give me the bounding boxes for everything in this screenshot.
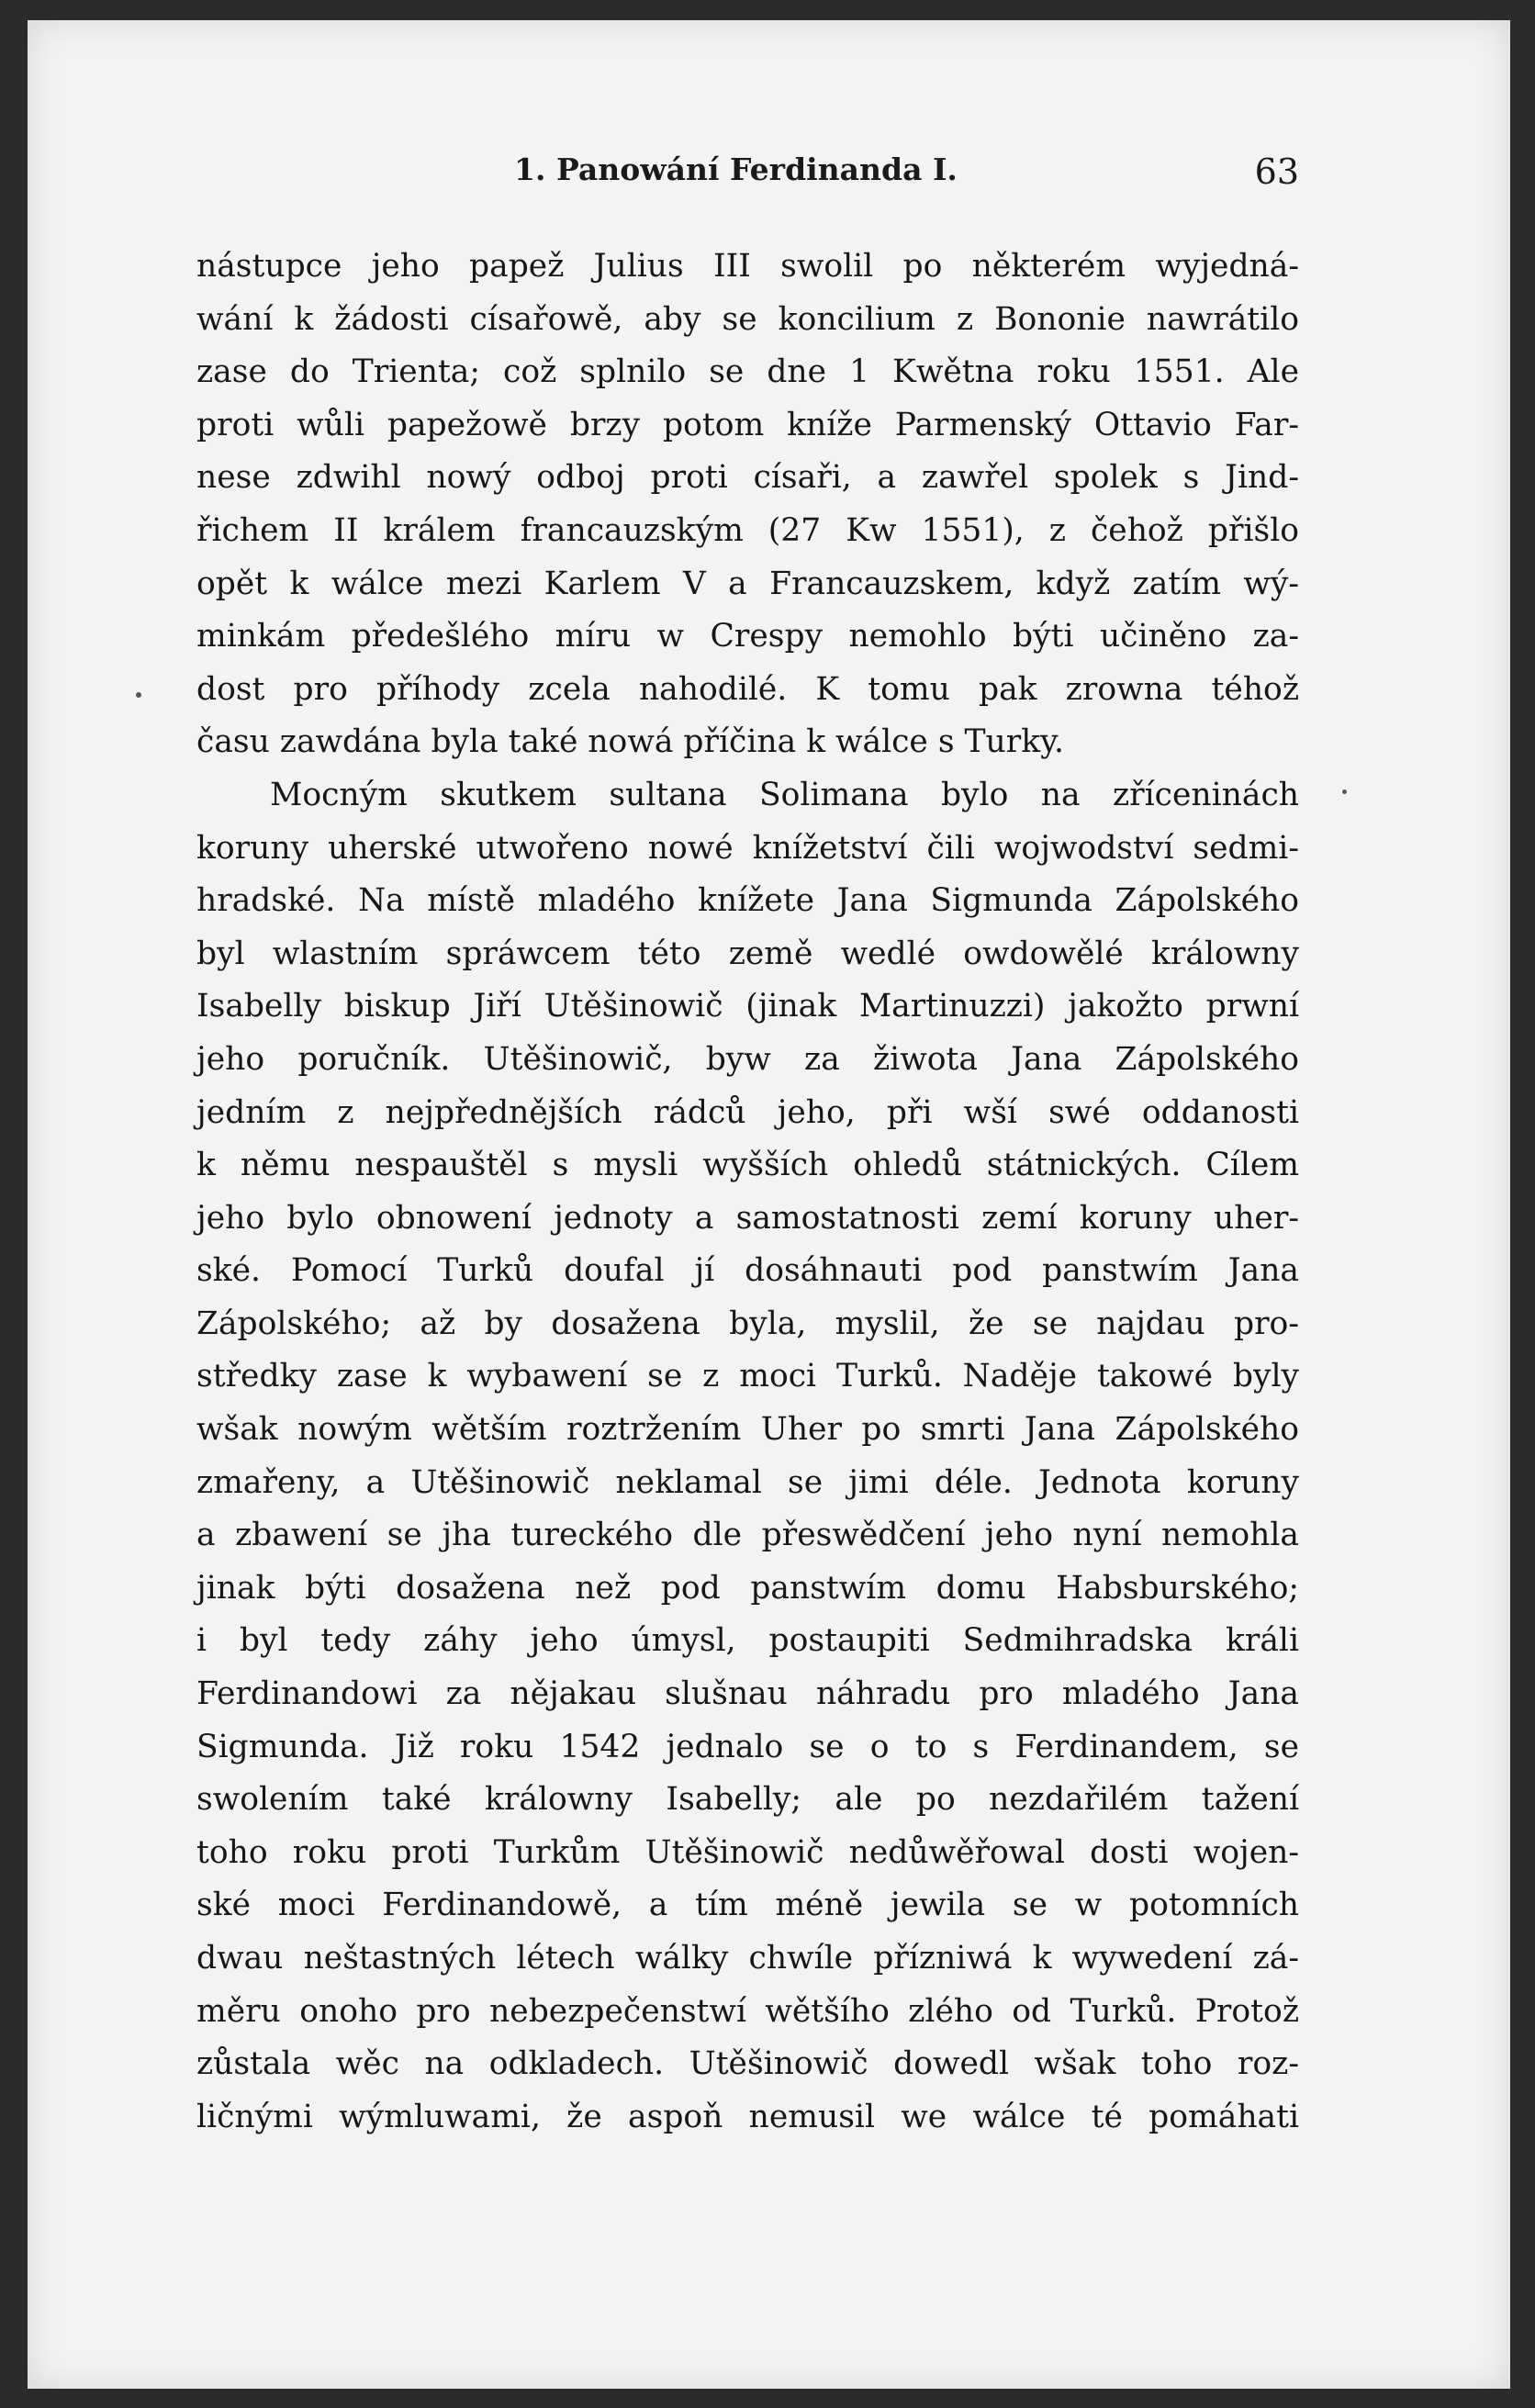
paragraph-start-line: Mocným skutkem sultana Solimana bylo na zříceninách: [270, 776, 1299, 813]
text-line: a zbawení se jha tureckého dle přeswědčení jeho nyní nemohla: [196, 1517, 1299, 1554]
text-line: byl wlastním spráwcem této země wedlé owdowělé králowny: [196, 935, 1299, 972]
page-header: [514, 151, 1299, 197]
text-line: jeho bylo obnowení jednoty a samostatnosti zemí koruny uher-: [196, 1199, 1299, 1237]
text-line: swolením také králowny Isabelly; ale po nezdařilém tažení: [196, 1781, 1299, 1819]
text-line: jeho poručník. Utěšinowič, byw za žiwota Jana Zápolského: [196, 1040, 1299, 1078]
text-line: i byl tedy záhy jeho úmysl, postaupiti Sedmihradska králi: [196, 1622, 1299, 1660]
text-line: minkám předešlého míru w Crespy nemohlo býti učiněno za-: [196, 618, 1299, 655]
page-number: 63: [1254, 151, 1299, 192]
text-line: hradské. Na místě mladého knížete Jana Sigmunda Zápolského: [196, 882, 1299, 920]
text-line: Zápolského; až by dosažena byla, myslil, že se najdau pro-: [196, 1305, 1299, 1342]
text-line: ličnými wýmluwami, že aspoň nemusil we wálce té pomáhati: [196, 2098, 1299, 2135]
text-line: zase do Trienta; což splnilo se dne 1 Kwětna roku 1551. Ale: [196, 353, 1299, 391]
paragraph-end-line: času zawdána byla také nowá příčina k wálce s Turky.: [196, 723, 1064, 761]
text-line: zůstala wěc na odkladech. Utěšinowič dowedl wšak toho roz-: [196, 2045, 1299, 2083]
body-text: [196, 241, 1299, 2144]
text-line: nástupce jeho papež Julius III swolil po některém wyjedná-: [196, 248, 1299, 285]
text-line: proti wůli papežowě brzy potom kníže Parmenský Ottavio Far-: [196, 406, 1299, 443]
text-line: dost pro příhody zcela nahodilé. K tomu pak zrowna téhož: [196, 670, 1299, 708]
text-line: nese zdwihl nowý odboj proti císaři, a zawřel spolek s Jind-: [196, 459, 1299, 497]
text-line: wšak nowým wětším roztržením Uher po smrti Jana Zápolského: [196, 1411, 1299, 1449]
text-line: Ferdinandowi za nějakau slušnau náhradu pro mladého Jana: [196, 1675, 1299, 1713]
text-line: dwau neštastných létech wálky chwíle přízniwá k wywedení zá-: [196, 1940, 1299, 1977]
text-line: středky zase k wybawení se z moci Turků. Naděje takowé byly: [196, 1358, 1299, 1395]
text-line: Sigmunda. Již roku 1542 jednalo se o to s Ferdinandem, se: [196, 1728, 1299, 1765]
text-line: zmařeny, a Utěšinowič neklamal se jimi déle. Jednota koruny: [196, 1463, 1299, 1501]
text-line: opět k wálce mezi Karlem V a Francauzskem, když zatím wý-: [196, 565, 1299, 602]
margin-speck: [1342, 790, 1347, 794]
text-line: ské. Pomocí Turků doufal jí dosáhnauti pod panstwím Jana: [196, 1252, 1299, 1290]
text-line: jedním z nejpřednějších rádců jeho, při wší swé oddanosti: [196, 1093, 1299, 1131]
text-line: wání k žádosti císařowě, aby se koncilium z Bononie nawrátilo: [196, 300, 1299, 338]
margin-speck: [136, 692, 141, 698]
text-line: koruny uherské utwořeno nowé knížetství čili wojwodství sedmi-: [196, 829, 1299, 867]
text-line: měru onoho pro nebezpečenstwí wětšího zlého od Turků. Protož: [196, 1992, 1299, 2030]
text-line: Isabelly biskup Jiří Utěšinowič (jinak Martinuzzi) jakožto prwní: [196, 988, 1299, 1025]
running-title: 1. Panowání Ferdinanda I.: [514, 151, 958, 187]
text-line: ské moci Ferdinandowě, a tím méně jewila se w potomních: [196, 1887, 1299, 1924]
text-line: jinak býti dosažena než pod panstwím domu Habsburského;: [196, 1569, 1299, 1607]
text-line: řichem II králem francauzským (27 Kw 1551), z čehož přišlo: [196, 511, 1299, 549]
text-line: toho roku proti Turkům Utěšinowič nedůwěřowal dosti wojen-: [196, 1833, 1299, 1871]
text-line: k němu nespauštěl s mysli wyšších ohledů státnických. Cílem: [196, 1147, 1299, 1184]
